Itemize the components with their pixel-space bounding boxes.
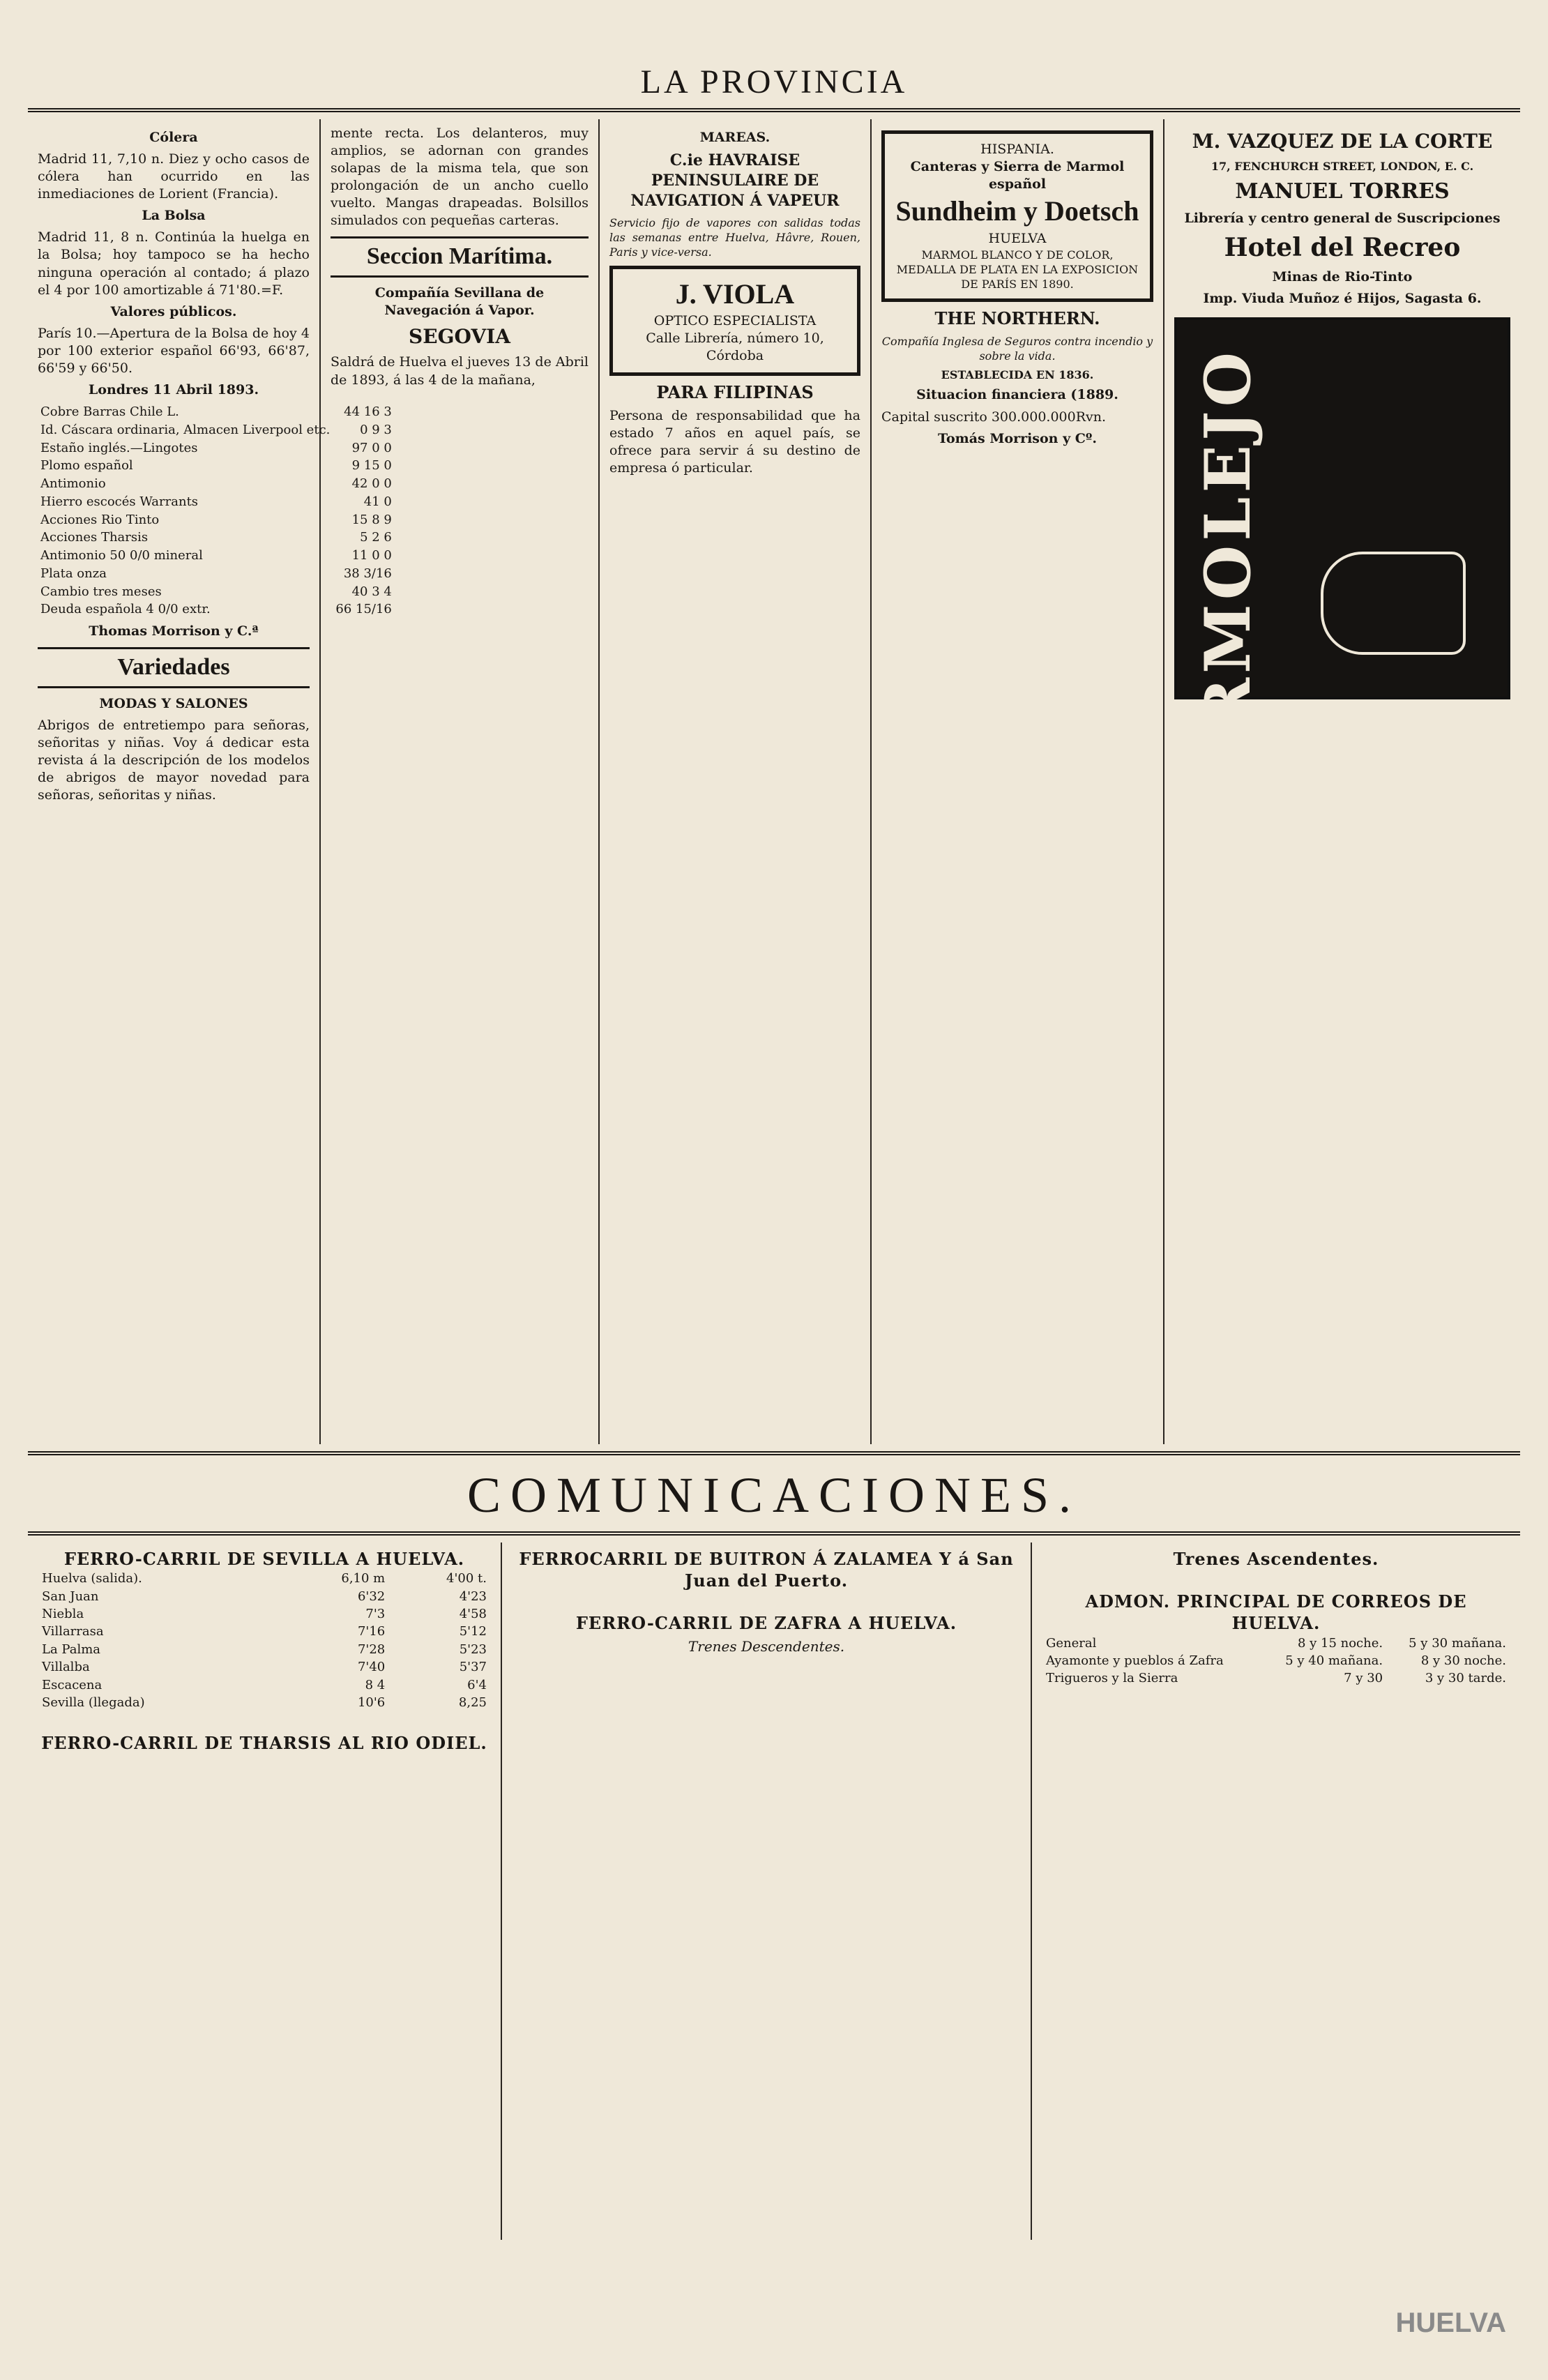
correos-cell: 5 y 40 mañana. [1285,1653,1383,1668]
section-rule [28,1451,1520,1455]
bolsa-title: La Bolsa [142,208,206,224]
morrison: Tomás Morrison y Cº. [938,430,1097,446]
newspaper-page [28,28,1520,2350]
compania-heading: Compañía Sevillana de Navegación á Vapor. [374,285,545,319]
huelva-label: HUELVA [988,231,1047,247]
situacion: Situacion financiera (1889. [916,387,1118,403]
sevilla-cell: 6'4 [467,1677,487,1692]
column-4 [872,119,1164,1444]
masthead-rule [28,108,1520,112]
metal-price-cell: 0 9 3 [360,422,392,437]
sundheim-title: Sundheim y Doetsch [895,195,1139,227]
metal-price-cell: 97 0 0 [351,440,392,455]
sevilla-cell: 4'23 [459,1589,487,1604]
capital: Capital suscrito 300.000.000Rvn. [881,409,1107,425]
sevilla-cell: Villalba [42,1660,90,1675]
sevilla-cell: Niebla [42,1606,84,1621]
imprenta: Imp. Viuda Muñoz é Hijos, Sagasta 6. [1203,291,1482,307]
sevilla-cell: 7'28 [357,1642,386,1657]
havraise-text: Servicio fijo de vapores con salidas todas las semanas entre Huelva, Hâvre, Rouen, Paris y vice-versa. [609,216,860,259]
correos-cell: General [1046,1635,1097,1651]
metal-price-cell: 9 15 0 [351,458,392,473]
hispania-title: HISPANIA. [980,142,1054,157]
metal-price-cell: Cambio tres meses [40,584,162,599]
segovia-text: Saldrá de Huelva el jueves 13 de Abril de 1893, á las 4 de la mañana, [331,354,589,388]
sevilla-cell: Huelva (salida). [42,1571,142,1586]
sevilla-cell: 6'32 [357,1589,386,1604]
northern-heading: THE NORTHERN. [934,308,1100,329]
metal-price-cell: Id. Cáscara ordinaria, Almacen Liverpool etc. [40,422,331,437]
metal-price-cell: Plata onza [40,566,107,581]
sevilla-title: FERRO-CARRIL DE SEVILLA A HUELVA. [63,1549,465,1569]
sevilla-row [39,1658,490,1676]
metal-price-cell: 41 0 [363,494,392,509]
correos-cell: 8 y 30 noche. [1420,1653,1506,1668]
correos-cell: 5 y 30 mañana. [1409,1635,1506,1651]
metal-price-cell: Estaño inglés.—Lingotes [40,440,198,455]
havraise-heading: C.ie HAVRAISE PENINSULAIRE DE NAVIGATION Á VAPEUR [630,151,840,211]
sevilla-row [39,1641,490,1658]
libreria-heading: Librería y centro general de Suscripciones [1184,210,1501,226]
sevilla-row [39,1694,490,1711]
sevilla-cell: 7'40 [357,1660,386,1675]
sevilla-cell: 5'37 [459,1660,487,1675]
sevilla-cell: Sevilla (llegada) [42,1695,145,1710]
manuel-heading: MANUEL TORRES [1235,179,1450,204]
zafra-subtitle: Trenes Descendentes. [688,1637,845,1655]
sevilla-cell: La Palma [42,1642,100,1657]
sevilla-cell: 7'3 [365,1606,386,1621]
zafra-title: FERRO-CARRIL DE ZAFRA A HUELVA. [575,1613,957,1634]
correos-title: ADMON. PRINCIPAL DE CORREOS DE HUELVA. [1085,1591,1467,1634]
metal-price-cell: Antimonio 50 0/0 mineral [40,548,203,563]
sevilla-cell: 5'23 [459,1642,487,1657]
metal-price-cell: Cobre Barras Chile L. [40,404,179,420]
metal-price-cell: Deuda española 4 0/0 extr. [40,602,211,617]
filipinas-text: Persona de responsabilidad que ha estado 7 años en aquel país, se ofrece para servir á su destino de empresa ó particular. [609,408,860,476]
buitron-title: FERROCARRIL DE BUITRON Á ZALAMEA Y á San Juan del Puerto. [519,1549,1014,1591]
fashion-text: mente recta. Los delanteros, muy amplios, se adornan con grandes solapas de la misma tela, que son prolongación de un ancho cuello vuelto. Mangas drapeadas. Bolsillos simulados con pequeñas carteras. [331,126,589,229]
optico-label: OPTICO ESPECIALISTA [653,313,817,329]
segovia-heading: SEGOVIA [409,324,510,348]
correos-row [1043,1669,1509,1687]
lower-column-1 [28,1543,502,2240]
sevilla-row [39,1588,490,1605]
mareas-heading: MAREAS. [699,130,771,145]
recreo-heading: Hotel del Recreo [1224,232,1461,262]
correos-cell: 8 y 15 noche. [1297,1635,1383,1651]
sevilla-row [39,1623,490,1640]
viola-ad [609,266,860,376]
lower-columns [28,1543,1520,2240]
metal-price-cell: 66 15/16 [335,602,392,617]
established: ESTABLECIDA EN 1836. [941,368,1094,382]
sevilla-timetable [39,1570,490,1711]
colera-text: Madrid 11, 7,10 n. Diez y ocho casos de cólera han ocurrido en las inmediaciones de Lorient (Francia). [38,151,310,202]
londres-line: Londres 11 Abril 1893. [88,382,259,398]
upper-columns [28,119,1520,1444]
optico-address: Calle Librería, número 10, Córdoba [646,331,824,364]
hispania-ad [881,130,1153,302]
masthead: LA PROVINCIA [640,63,908,100]
marmol-text: MARMOL BLANCO Y DE COLOR, MEDALLA DE PLATA EN LA EXPOSICION DE PARÍS EN 1890. [896,248,1139,291]
metal-price-cell: 38 3/16 [343,566,392,581]
sevilla-row [39,1605,490,1623]
valores-text: París 10.—Apertura de la Bolsa de hoy 4 por 100 exterior español 66'93, 66'87, 66'59 y 66'50. [38,325,310,376]
metal-price-cell: Antimonio [40,476,106,492]
sevilla-cell: Villarrasa [42,1624,104,1639]
metal-price-cell: 11 0 0 [351,548,392,563]
valores-title: Valores públicos. [110,303,237,319]
metal-price-cell: Hierro escocés Warrants [40,494,199,509]
sevilla-cell: 8,25 [458,1695,487,1710]
colera-title: Cólera [149,130,198,145]
sevilla-cell: 8 4 [365,1677,386,1692]
modas-text: Abrigos de entretiempo para señoras, señoritas y niñas. Voy á dedicar esta revista á la descripción de los modelos de abrigos de mayor novedad para señoras, señoritas y niñas. [38,718,310,803]
correos-cell: 3 y 30 tarde. [1425,1671,1506,1686]
correos-row [1043,1652,1509,1669]
lower-column-2 [502,1543,1032,2240]
sevilla-cell: 5'12 [459,1624,487,1639]
comunicaciones-rule [28,1531,1520,1536]
sevilla-cell: 7'16 [357,1624,386,1639]
vazquez-address: 17, FENCHURCH STREET, LONDON, E. C. [1211,159,1474,173]
sevilla-cell: Escacena [42,1677,103,1692]
column-2 [321,119,600,1444]
metal-price-cell: Acciones Tharsis [40,530,149,545]
sevilla-cell: 6,10 m [341,1571,386,1586]
bottle-illustration [1321,552,1466,655]
column-5 [1164,119,1520,1444]
metal-price-cell: 42 0 0 [351,476,392,492]
canteras-title: Canteras y Sierra de Marmol español [910,159,1125,192]
metal-price-cell: 5 2 6 [360,530,392,545]
column-1 [28,119,392,1444]
metal-price-cell: 40 3 4 [351,584,392,599]
marmolejo-ad [1174,317,1510,857]
modas-heading: MODAS Y SALONES [99,696,248,712]
sevilla-cell: 4'00 t. [446,1571,487,1586]
metal-price-cell: Plomo español [40,458,133,473]
column-3 [600,119,872,1444]
vazquez-heading: M. VAZQUEZ DE LA CORTE [1192,130,1493,153]
northern-subtitle: Compañía Inglesa de Seguros contra incendio y sobre la vida. [881,335,1153,363]
archive-logo: HUELVA [1395,2307,1506,2338]
ascendentes-title: Trenes Ascendentes. [1173,1549,1379,1569]
sevilla-row [39,1676,490,1694]
metal-price-cell: Acciones Rio Tinto [40,512,160,527]
variedades-heading: Variedades [38,647,310,688]
tharsis-title: FERRO-CARRIL DE THARSIS AL RIO ODIEL. [41,1733,487,1754]
sevilla-cell: 4'58 [459,1606,487,1621]
viola-name: J. VIOLA [675,278,795,310]
metal-price-cell: 44 16 3 [344,404,392,420]
recreo-subtitle: Minas de Rio-Tinto [1272,269,1413,285]
maritima-heading: Seccion Marítima. [331,236,589,278]
correos-table [1043,1635,1509,1688]
filipinas-heading: PARA FILIPINAS [656,381,814,402]
bolsa-text: Madrid 11, 8 n. Continúa la huelga en la Bolsa; hoy tampoco se ha hecho ninguna operación al contado; á plazo el 4 por 100 amortizable á 71'80.=F. [38,229,310,298]
sevilla-cell: San Juan [42,1589,99,1604]
correos-cell: Trigueros y la Sierra [1046,1671,1178,1686]
signature: Thomas Morrison y C.ª [89,623,259,639]
correos-cell: 7 y 30 [1344,1671,1383,1686]
correos-row [1043,1635,1509,1652]
correos-cell: Ayamonte y pueblos á Zafra [1046,1653,1224,1668]
comunicaciones-heading: COMUNICACIONES. [466,1467,1082,1523]
metal-price-cell: 15 8 9 [351,512,392,527]
lower-column-3 [1032,1543,1520,2240]
marmolejo-title: MARMOLEJO [1191,348,1265,857]
sevilla-row [39,1570,490,1587]
sevilla-cell: 10'6 [357,1695,386,1710]
